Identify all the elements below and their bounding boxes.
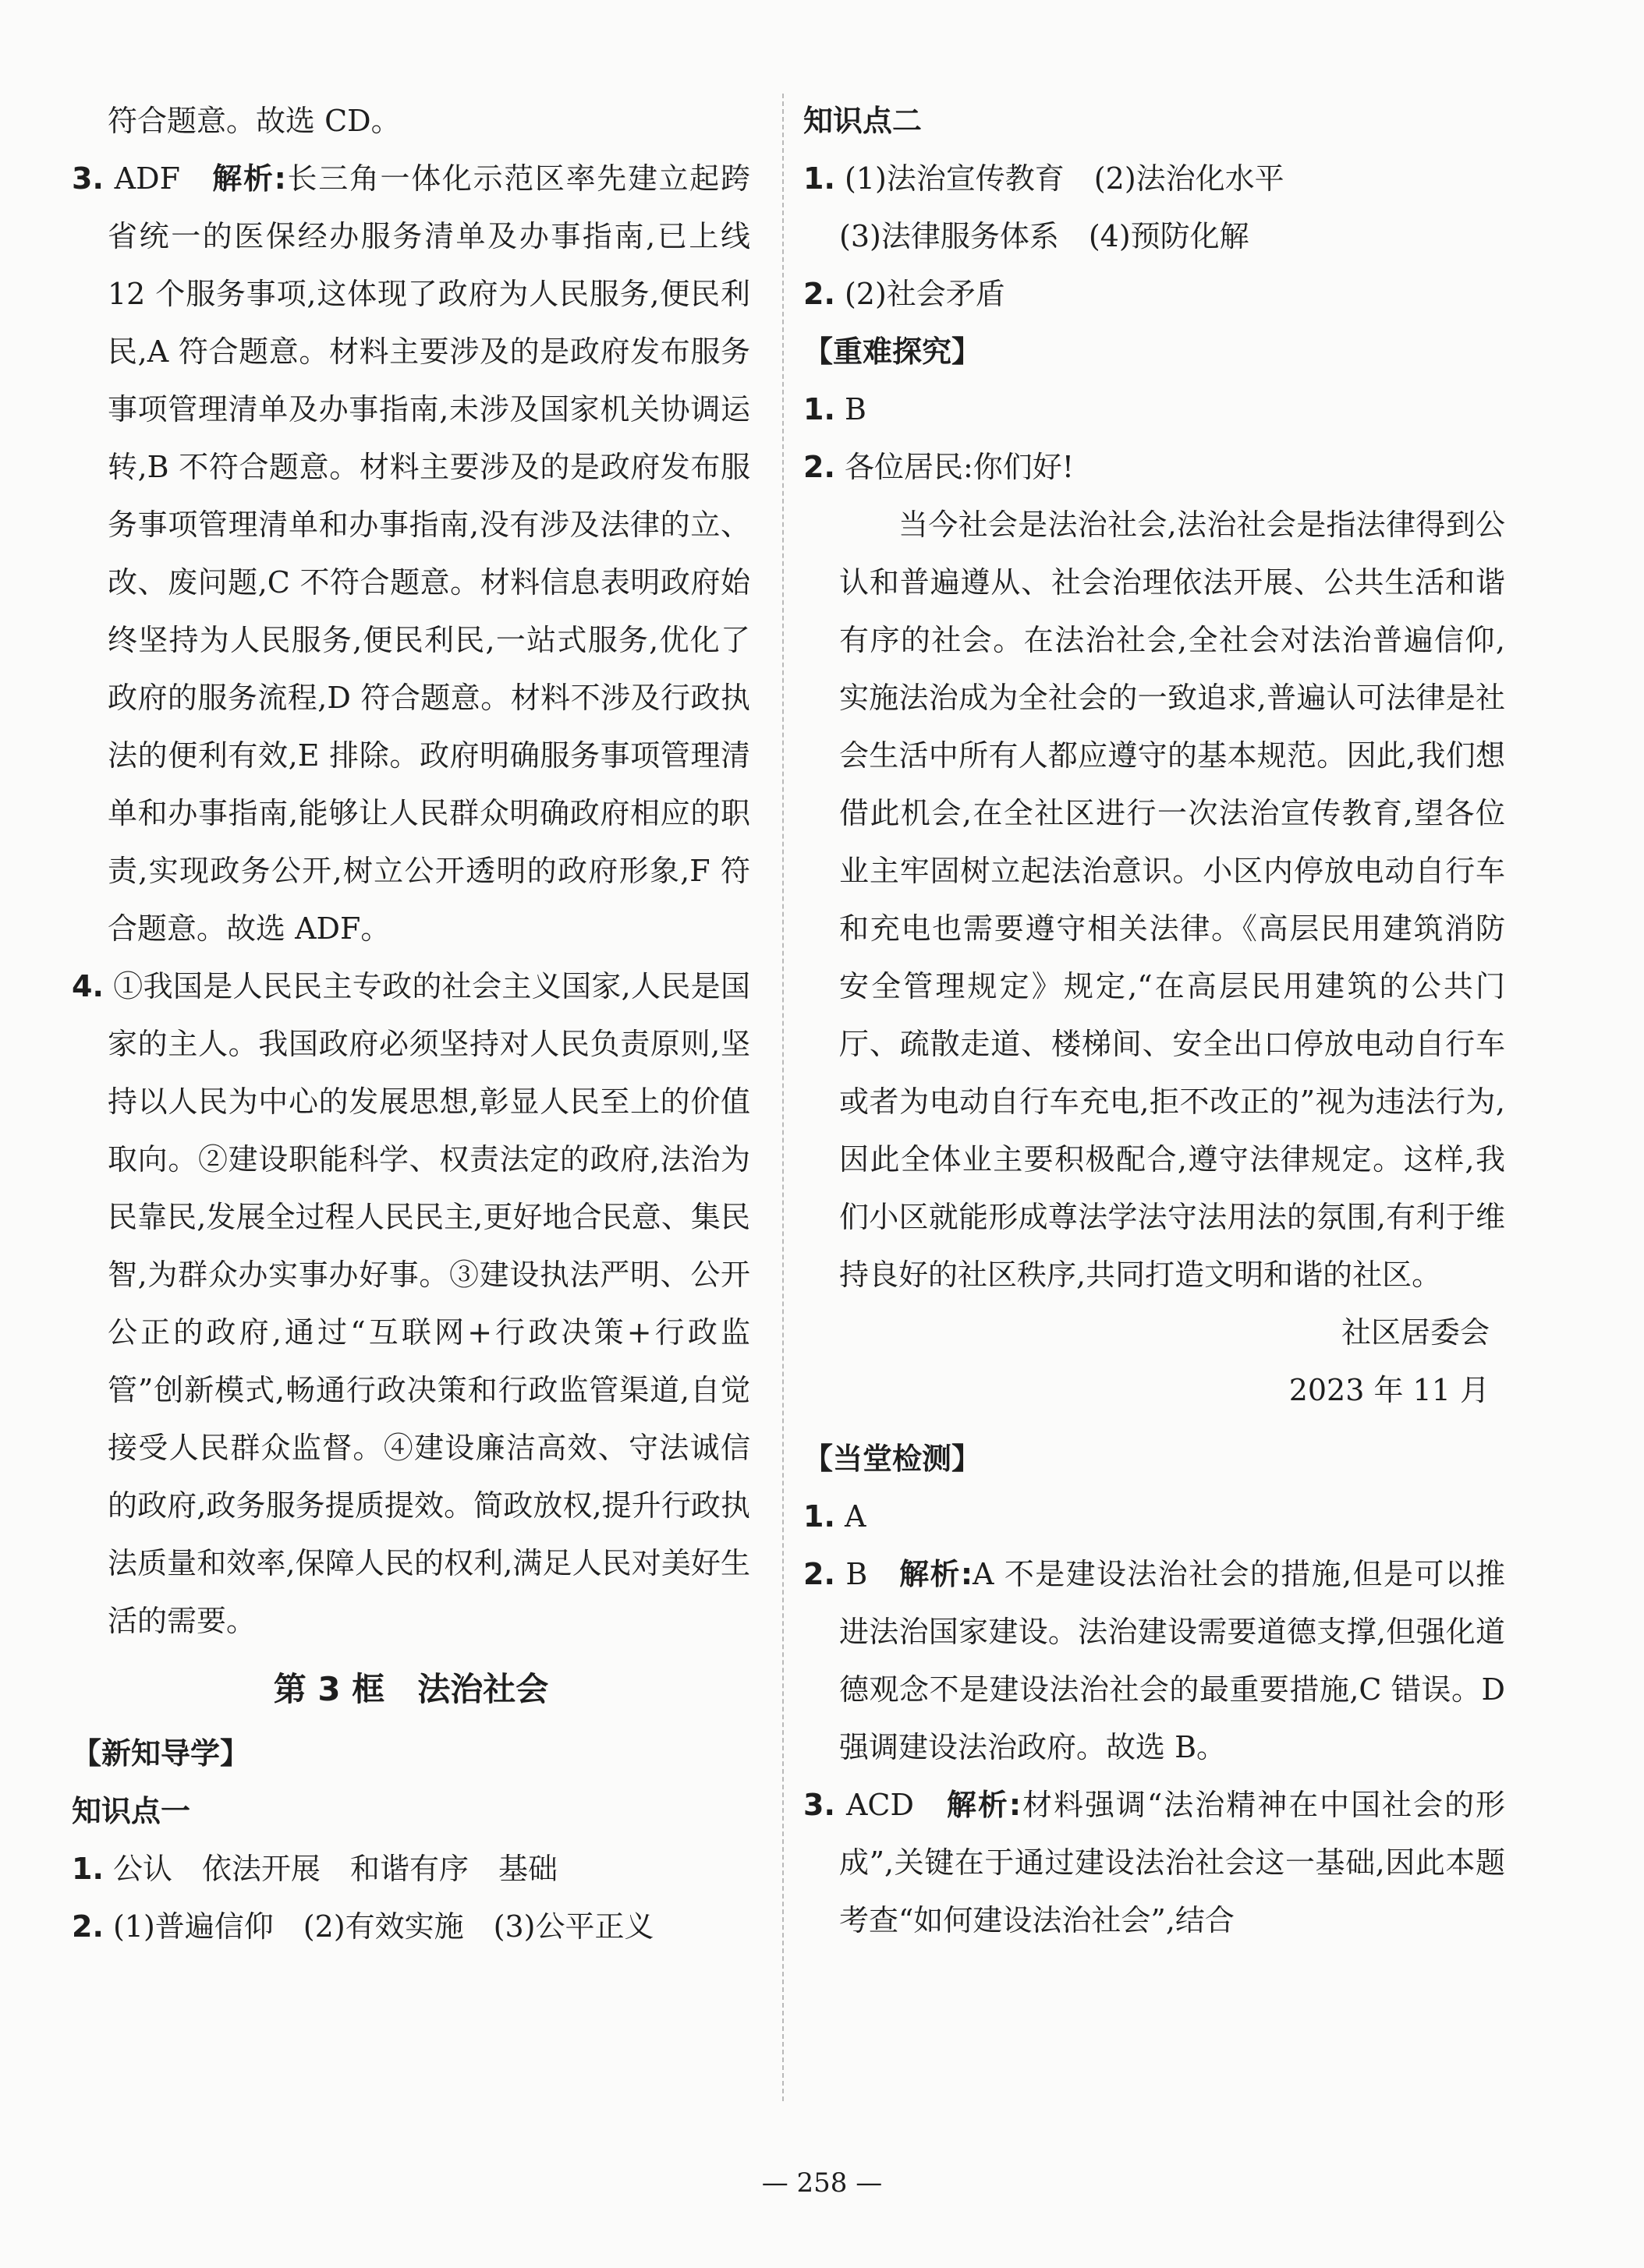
analysis-text: A 不是建设法治社会的措施,但是可以推进法治国家建设。法治建设需要道德支撑,但强化道德观念不是建设法治社会的最重要措施,C 错误。D 强调建设法治政府。故选 B。 <box>839 1557 1505 1764</box>
item-number: 2. <box>803 1557 835 1591</box>
letter-body: 当今社会是法治社会,法治社会是指法律得到公认和普遍遵从、社会治理依法开展、公共生活和谐有序的社会。在法治社会,全社会对法治普遍信仰,实施法治成为全社会的一致追求,普遍认可法律是社会生活中所有人都应遵守的基本规范。因此,我们想借此机会,在全社区进行一次法治宣传教育,望各位业主牢固树立起法治意识。小区内停放电动自行车和充电也需要遵守相关法律。《高层民用建筑消防安全管理规定》规定,“在高层民用建筑的公共门厅、疏散走道、楼梯间、安全出口停放电动自行车或者为电动自行车充电,拒不改正的”视为违法行为,因此全体业主要积极配合,遵守法律规定。这样,我们小区就能形成尊法学法守法用法的氛围,有利于维持良好的社区秩序,共同打造文明和谐的社区。 <box>839 508 1505 1292</box>
explore-item-2 <box>803 438 1505 496</box>
item-text: (2)社会矛盾 <box>844 277 1005 311</box>
check-item-3 <box>803 1776 1505 1949</box>
answer-item-4 <box>72 957 750 1650</box>
check-item-1 <box>803 1488 1505 1545</box>
kp1-item-2 <box>72 1898 750 1955</box>
item-text: (1)法治宣传教育 (2)法治化水平 <box>844 161 1284 196</box>
analysis-label: 解析: <box>946 1788 1022 1822</box>
explore-item-1 <box>803 380 1505 438</box>
item-number: 3. <box>803 1788 835 1822</box>
item-text: A <box>844 1499 866 1534</box>
item-number: 1. <box>803 161 835 196</box>
answer-text: ①我国是人民民主专政的社会主义国家,人民是国家的主人。我国政府必须坚持对人民负责原则,坚持以人民为中心的发展思想,彰显人民至上的价值取向。②建设职能科学、权责法定的政府,法治为民靠民,发展全过程人民民主,更好地合民意、集民智,为群众办实事办好事。③建设执法严明、公开公正的政府,通过“互联网+行政决策+行政监管”创新模式,畅通行政决策和行政监管渠道,自觉接受人民群众监督。④建设廉洁高效、守法诚信的政府,政务服务提质提效。简政放权,提升行政执法质量和效率,保障人民的权利,满足人民对美好生活的需要。 <box>108 969 750 1638</box>
answer-item-3 <box>72 150 750 957</box>
kp2-item-1 <box>803 150 1505 207</box>
item-number: 2. <box>803 277 835 311</box>
check-item-2 <box>803 1545 1505 1776</box>
explore-heading: 【重难探究】 <box>803 334 982 369</box>
knowledge-point-2-heading: 知识点二 <box>803 104 923 138</box>
column-divider <box>782 94 784 2101</box>
item-number: 2. <box>72 1909 104 1944</box>
answer-choice: ADF <box>114 161 180 196</box>
analysis-text: 材料强调“法治精神在中国社会的形成”,关键在于通过建设法治社会这一基础,因此本题考查“如何建设法治社会”,结合 <box>839 1788 1505 1937</box>
analysis-label: 解析: <box>212 161 286 196</box>
knowledge-point-1-heading: 知识点一 <box>72 1794 191 1828</box>
check-heading: 【当堂检测】 <box>803 1442 982 1476</box>
letter-greeting: 各位居民:你们好! <box>844 450 1075 484</box>
section-title: 第 3 框 法治社会 <box>273 1670 549 1708</box>
left-column <box>72 92 750 1955</box>
letter-signature: 社区居委会 <box>1341 1315 1490 1350</box>
analysis-text: 长三角一体化示范区率先建立起跨省统一的医保经办服务清单及办事指南,已上线 12 个服务事项,这体现了政府为人民服务,便民利民,A 符合题意。材料主要涉及的是政府发布服务事项管理清单及办事指南,未涉及国家机关协调运转,B 不符合题意。材料主要涉及的是政府发布服务事项管理清单和办事指南,没有涉及法律的立、改、废问题,C 不符合题意。材料信息表明政府始终坚持为人民服务,便民利民,一站式服务,优化了政府的服务流程,D 符合题意。材料不涉及行政执法的便利有效,E 排除。政府明确服务事项管理清单和办事指南,能够让人民群众明确政府相应的职责,实现政务公开,树立公开透明的政府形象,F 符合题意。故选 ADF。 <box>108 161 750 946</box>
page-number: — 258 — <box>761 2167 883 2199</box>
kp1-item-1 <box>72 1840 750 1898</box>
item-text: (1)普遍信仰 (2)有效实施 (3)公平正义 <box>112 1909 654 1944</box>
kp2-item-1-line-2: (3)法律服务体系 (4)预防化解 <box>839 219 1249 253</box>
item-number: 1. <box>803 1499 835 1534</box>
new-knowledge-heading: 【新知导学】 <box>72 1736 250 1771</box>
letter-date: 2023 年 11 月 <box>1288 1373 1490 1407</box>
item-number: 1. <box>72 1852 104 1886</box>
item-text: B <box>844 392 866 426</box>
right-column <box>803 92 1505 1949</box>
continuation-line: 符合题意。故选 CD。 <box>108 104 401 138</box>
item-text: 公认 依法开展 和谐有序 基础 <box>112 1852 558 1886</box>
kp2-item-2 <box>803 265 1505 323</box>
analysis-label: 解析: <box>899 1557 973 1591</box>
item-number: 4. <box>72 969 104 1003</box>
item-number: 2. <box>803 450 835 484</box>
item-number: 1. <box>803 392 835 426</box>
item-number: 3. <box>72 161 104 196</box>
answer-choice: B <box>845 1557 868 1591</box>
answer-choice: ACD <box>845 1788 914 1822</box>
